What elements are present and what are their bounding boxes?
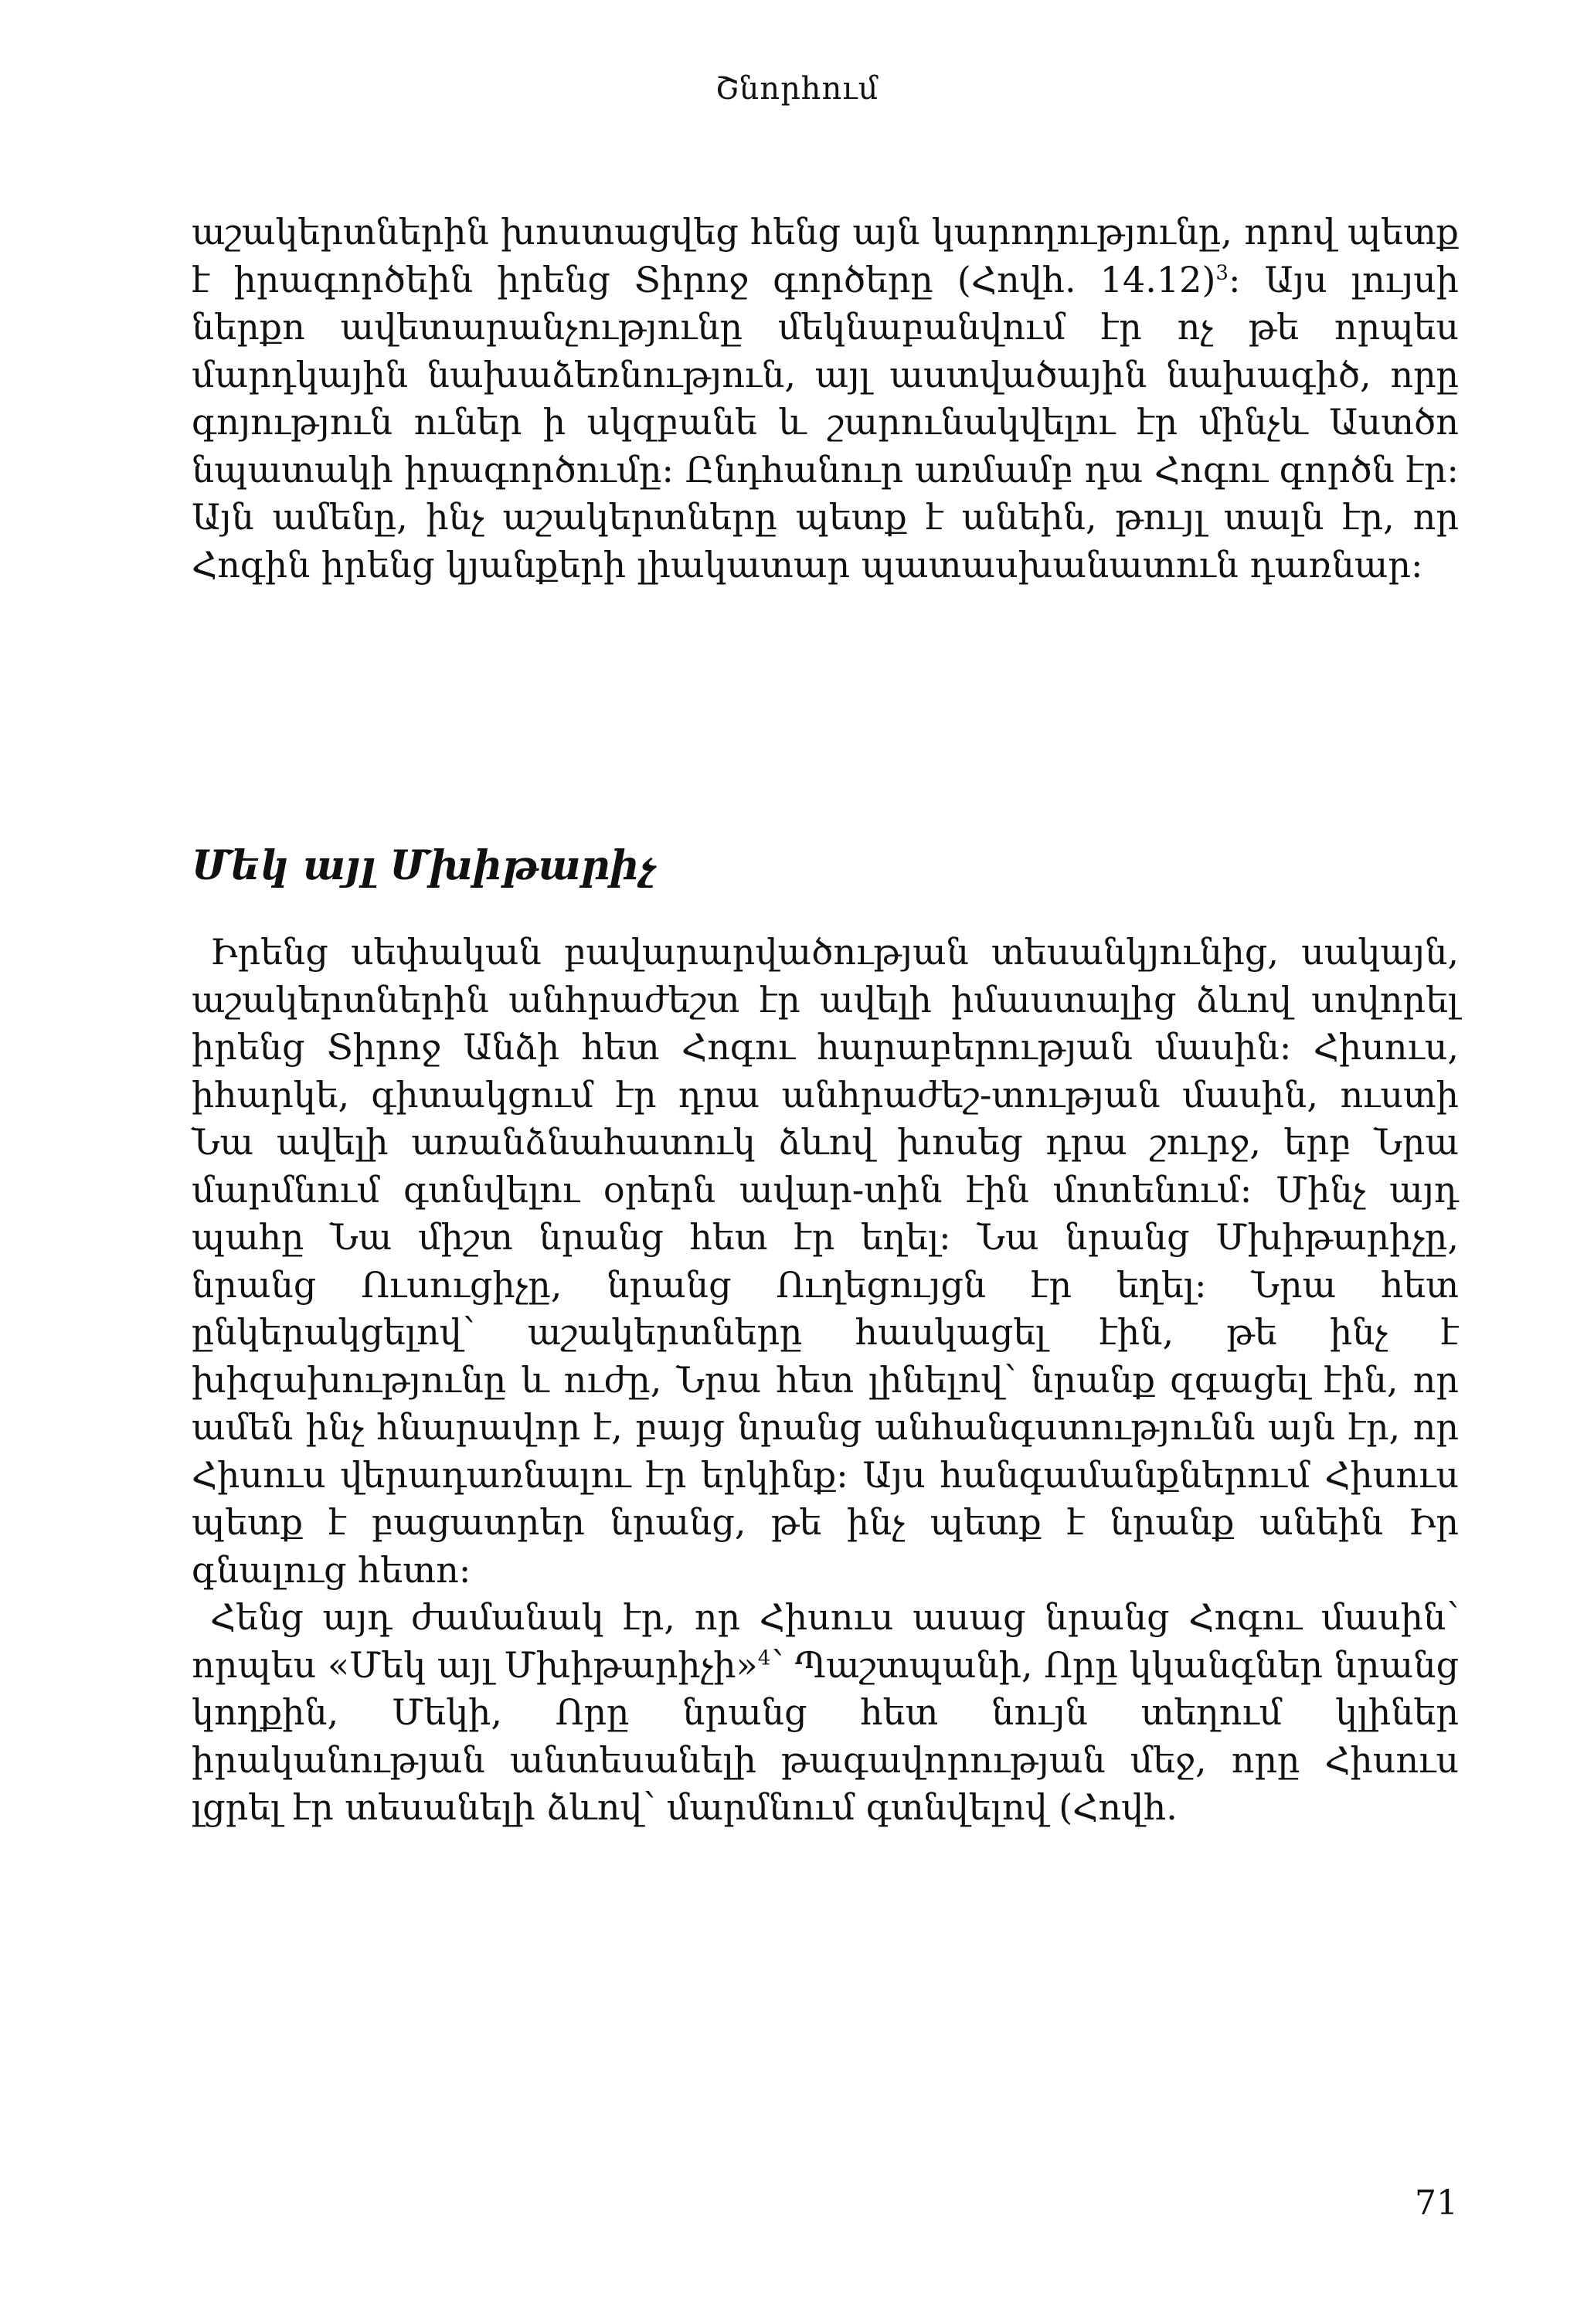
paragraph-text: Հենց այդ ժամանակ էր, որ Հիսուս ասաց նրանց Հոգու մասին՝ որպես «Մեկ այլ Մխիթարիչի» bbox=[192, 1596, 1459, 1686]
paragraph-text: : Այս լույսի ներքո ավետարանչությունը մեկնաբանվում էր ոչ թե որպես մարդկային նախաձեռնություն, այլ աստվածային նախագիծ, որը գոյություն ուներ ի սկզբանե և շարունակվելու էր մինչև Աստծո նպատակի իրագործումը: Ընդհանուր առմամբ դա Հոգու գործն էր: Այն ամենը, ինչ աշակերտները պետք է անեին, թույլ տալն էր, որ Հոգին իրենց կյանքերի լիակատար պատասխանատուն դառնար: bbox=[192, 258, 1459, 586]
paragraph bbox=[192, 1594, 1459, 1832]
paragraph bbox=[192, 209, 1459, 589]
page-number: 71 bbox=[1415, 2183, 1458, 2223]
body-text-bottom bbox=[192, 929, 1459, 1832]
paragraph-text: աշակերտներին խոստացվեց հենց այն կարողությունը, որով պետք է իրագործեին իրենց Տիրոջ գործերը (Հովհ. 14.12) bbox=[192, 211, 1459, 301]
paragraph-text: ՝ Պաշտպանի, Որը կկանգներ նրանց կողքին, Մեկի, Որը նրանց հետ նույն տեղում կլիներ իրականության անտեսանելի թագավորության մեջ, որը Հիսուս լցրել էր տեսանելի ձևով՝ մարմնում գտնվելով (Հովհ. bbox=[192, 1643, 1460, 1828]
running-header: Շնորհում bbox=[715, 71, 879, 107]
paragraph: Իրենց սեփական բավարարվածության տեսանկյունից, սակայն, աշակերտներին անհրաժեշտ էր ավելի իմաստալից ձևով սովորել իրենց Տիրոջ Անձի հետ Հոգու հարաբերության մասին: Հիսուս, իհարկե, գիտակցում էր դրա անհրաժեշ-տության մասին, ուստի Նա ավելի առանձնահատուկ ձևով խոսեց դրա շուրջ, երբ Նրա մարմնում գտնվելու օրերն ավար-տին էին մոտենում: Մինչ այդ պահը Նա միշտ նրանց հետ էր եղել: Նա նրանց Մխիթարիչը, նրանց Ուսուցիչը, նրանց Ուղեցույցն էր եղել: Նրա հետ ընկերակցելով՝ աշակերտները հասկացել էին, թե ինչ է խիզախությունը և ուժը, Նրա հետ լինելով՝ նրանք զգացել էին, որ ամեն ինչ հնարավոր է, բայց նրանց անհանգստությունն այն էր, որ Հիսուս վերադառնալու էր երկինք: Այս հանգամանքներում Հիսուս պետք է բացատրեր նրանց, թե ինչ պետք է նրանք անեին Իր գնալուց հետո: bbox=[192, 931, 1459, 1591]
body-text-top bbox=[192, 209, 1459, 589]
section-heading: Մեկ այլ Մխիթարիչ bbox=[192, 842, 657, 889]
footnote-reference: 3 bbox=[1215, 261, 1229, 285]
footnote-reference: 4 bbox=[757, 1646, 771, 1670]
